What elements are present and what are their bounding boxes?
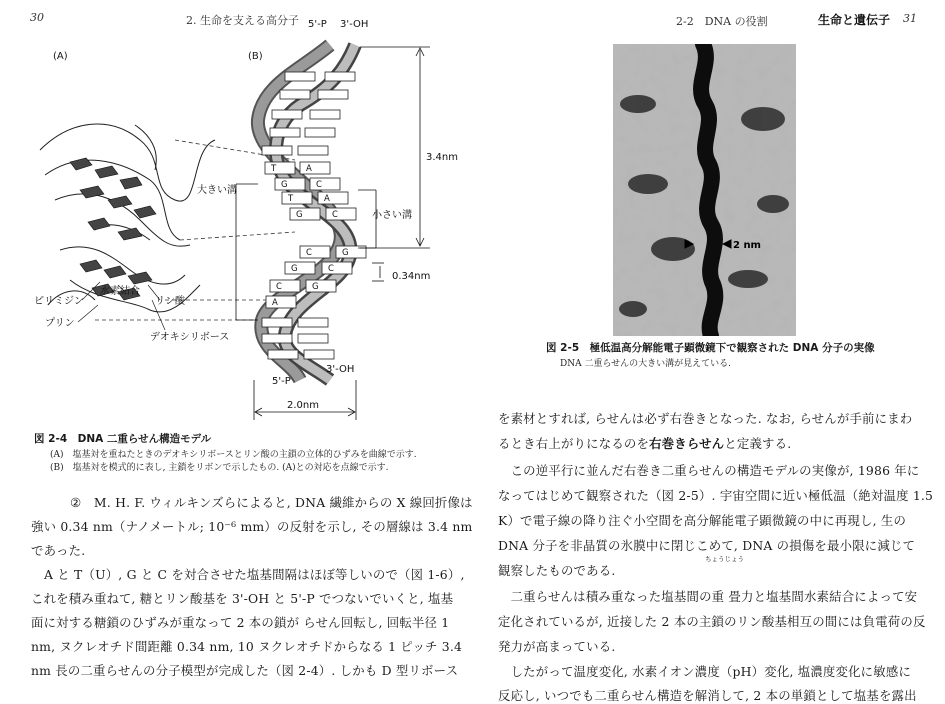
label-pitch: 3.4nm: [426, 152, 458, 163]
emphasis-right-handed-helix: 右巻きらせん: [649, 436, 725, 451]
base-pair-7-right: G: [312, 282, 319, 292]
body-line: nm, ヌクレオチド間距離 0.34 nm, 10 ヌクレオチドからなる 1 ピッチ 3.4: [31, 639, 463, 654]
label-minor-groove: 小さい溝: [372, 210, 412, 221]
label-diameter: 2.0nm: [287, 400, 319, 411]
figure-2-4-caption-title: 図 2-4 DNA 二重らせん構造モデル: [34, 433, 212, 445]
body-line: 強い 0.34 nm（ナノメートル; 10⁻⁶ mm）の反射を示し, その層線は 3.4 nm: [31, 519, 473, 534]
panel-b-label: (B): [248, 51, 263, 62]
body-line: 発力が高まっている.: [498, 639, 616, 654]
label-deoxyribose: デオキシリボース: [150, 332, 230, 343]
body-line: であった.: [31, 543, 86, 558]
body-line: を素材とすれば, らせんは必ず右巻きとなった. なお, らせんが手前にまわ: [498, 411, 913, 426]
body-line: 反応し, いつでも二重らせん構造を解消して, 2 本の単鎖として塩基を露出: [498, 688, 917, 703]
body-line: 二重らせんは積み重なった塩基間の重 畳力と塩基間水素結合によって安: [498, 589, 918, 604]
base-pair-4-right: C: [332, 210, 338, 220]
body-line: 定化されているが, 近接した 2 本の主鎖のリン酸基相互の間には負電荷の反: [498, 614, 926, 629]
figure-2-5-caption-title: 図 2-5 極低温高分解能電子顕微鏡下で観察された DNA 分子の実像: [546, 342, 875, 354]
body-line: nm 長の二重らせんの分子模型が完成した（図 2-4）. しかも D 型リボース: [31, 663, 459, 678]
figure-2-4-diagram: [0, 0, 470, 430]
body-line: A と T（U）, G と C を対合させた塩基間隔はほぼ等しいので（図 1-6）,: [44, 567, 465, 582]
body-line: これを積み重ねて, 糖とリン酸基を 3'-OH と 5'-P でつないでいくと, 塩基: [31, 591, 454, 606]
body-line: ② M. H. F. ウィルキンズらによると, DNA 繊維からの X 線回折像は: [70, 495, 473, 510]
base-pair-5-left: C: [306, 248, 312, 258]
label-phosphate: リン酸: [155, 296, 185, 307]
base-pair-1-left: T: [271, 164, 277, 174]
page-number-left: 30: [30, 11, 44, 24]
ruby-reading: ちょうじょう: [705, 555, 744, 563]
label-three-prime-bottom: 3'-OH: [326, 364, 355, 375]
body-line: なってはじめて観察された（図 2-5）. 宇宙空間に近い極低温（絶対温度 1.5: [498, 488, 934, 503]
base-pair-2-right: C: [316, 180, 322, 190]
base-pair-3-left: T: [288, 194, 294, 204]
base-pair-1-right: A: [306, 164, 312, 174]
page-number-right: 31: [903, 12, 917, 25]
label-major-groove: 大きい溝: [197, 185, 237, 196]
base-pair-7-left: C: [276, 282, 282, 292]
base-pair-rungs: [262, 72, 366, 359]
base-pair-5-right: G: [342, 248, 349, 258]
body-line: 観察したものである.: [498, 563, 616, 578]
label-five-prime-top: 5'-P: [308, 19, 327, 30]
body-line: したがって温度変化, 水素イオン濃度（pH）変化, 塩濃度変化に敏感に: [498, 664, 912, 679]
base-pair-6-right: C: [328, 264, 334, 274]
scale-label: 2 nm: [733, 240, 761, 251]
chapter-title: 生命と遺伝子: [818, 13, 891, 27]
electron-micrograph: [613, 44, 796, 336]
body-line: 面に対する糖鎖のひずみが重なって 2 本の鎖が らせん回転し, 回転半径 1: [31, 615, 450, 630]
body-line: るとき右上がりになるのを右巻きらせんと定義する.: [498, 436, 792, 451]
panel-a-backbone-model: [40, 124, 215, 312]
panel-a-label: (A): [53, 51, 68, 62]
base-pair-3-right: A: [324, 194, 330, 204]
base-pair-6-left: G: [291, 264, 298, 274]
panel-a-base-plates: [70, 158, 156, 300]
body-line: DNA 分子を非晶質の氷膜中に閉じこめて, DNA の損傷を最小限に減じて: [498, 538, 916, 553]
body-line: この逆平行に並んだ右巻き二重らせんの構造モデルの実像が, 1986 年に: [498, 463, 920, 478]
label-five-prime-bottom: 5'-P: [272, 376, 291, 387]
label-pyrimidine: ピリミジン: [34, 296, 84, 307]
base-pair-2-left: G: [281, 180, 288, 190]
figure-2-4-caption-a: (A) 塩基対を重ねたときのデオキシリボースとリン酸の主鎖の立体的ひずみを曲線で示す.: [50, 450, 417, 460]
base-pair-8-left: A: [272, 298, 278, 308]
body-line: K）で電子線の降り注ぐ小空間を高分解能電子顕微鏡の中に再現し, 生の: [498, 513, 907, 528]
base-pair-4-left: G: [296, 210, 303, 220]
running-header-right: 2-2 DNA の役割: [676, 15, 768, 28]
running-header-left: 2. 生命を支える高分子: [186, 14, 299, 27]
label-rise: 0.34nm: [392, 271, 431, 282]
label-purine: プリン: [45, 318, 75, 329]
figure-2-4-caption-b: (B) 塩基対を模式的に表し, 主鎖をリボンで示したもの. (A)との対応を点線で示す.: [50, 463, 389, 473]
label-three-prime-top: 3'-OH: [340, 19, 369, 30]
label-hydrogen-bond: 水素結合: [100, 286, 140, 297]
figure-2-5-caption-subtitle: DNA 二重らせんの大きい溝が見えている.: [560, 359, 732, 369]
